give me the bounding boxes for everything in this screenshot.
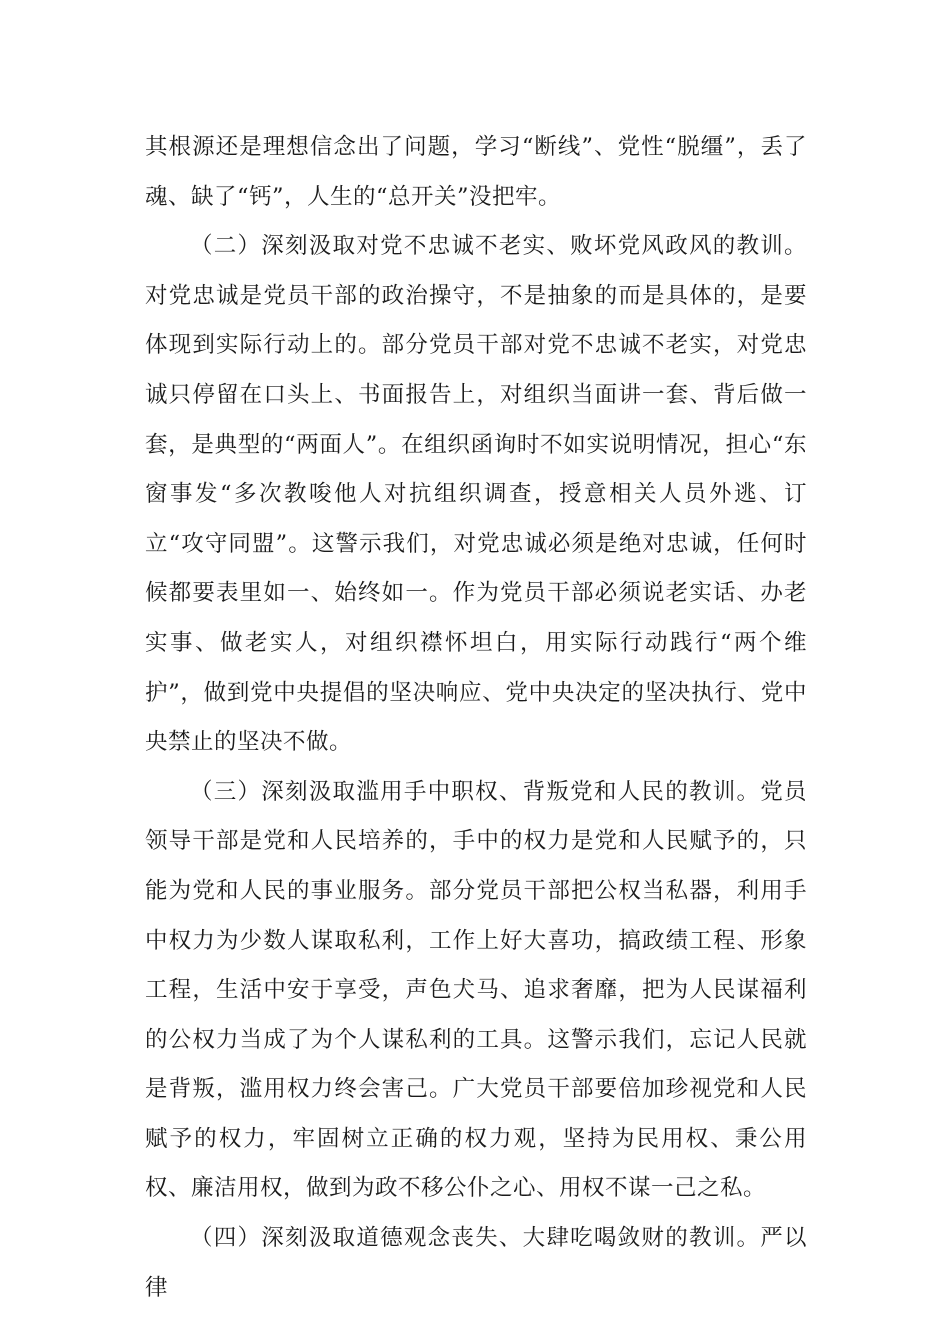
paragraph-section-4: （四）深刻汲取道德观念丧失、大肆吃喝敛财的教训。严以律 [145,1225,807,1301]
document-body [145,123,807,1313]
paragraph-continuation: 其根源还是理想信念出了问题，学习“断线”、党性“脱缰”，丢了魂、缺了“钙”，人生的“总开关”没把牢。 [145,134,807,210]
paragraph-section-3: （三）深刻汲取滥用手中职权、背叛党和人民的教训。党员领导干部是党和人民培养的，手中的权力是党和人民赋予的，只能为党和人民的事业服务。部分党员干部把公权当私器，利用手中权力为少数人谋取私利，工作上好大喜功，搞政绩工程、形象工程，生活中安于享受，声色犬马、追求奢靡，把为人民谋福利的公权力当成了为个人谋私利的工具。这警示我们，忘记人民就是背叛，滥用权力终会害己。广大党员干部要倍加珍视党和人民赋予的权力，牢固树立正确的权力观，坚持为民用权、秉公用权、廉洁用权，做到为政不移公仆之心、用权不谋一己之私。 [145,778,807,1202]
paragraph-section-2: （二）深刻汲取对党不忠诚不老实、败坏党风政风的教训。对党忠诚是党员干部的政治操守，不是抽象的而是具体的，是要体现到实际行动上的。部分党员干部对党不忠诚不老实，对党忠诚只停留在口头上、书面报告上，对组织当面讲一套、背后做一套，是典型的“两面人”。在组织函询时不如实说明情况，担心“东窗事发“多次教唆他人对抗组织调查，授意相关人员外逃、订立“攻守同盟”。这警示我们，对党忠诚必须是绝对忠诚，任何时候都要表里如一、始终如一。作为党员干部必须说老实话、办老实事、做老实人，对组织襟怀坦白，用实际行动践行“两个维护”，做到党中央提倡的坚决响应、党中央决定的坚决执行、党中央禁止的坚决不做。 [145,233,807,756]
